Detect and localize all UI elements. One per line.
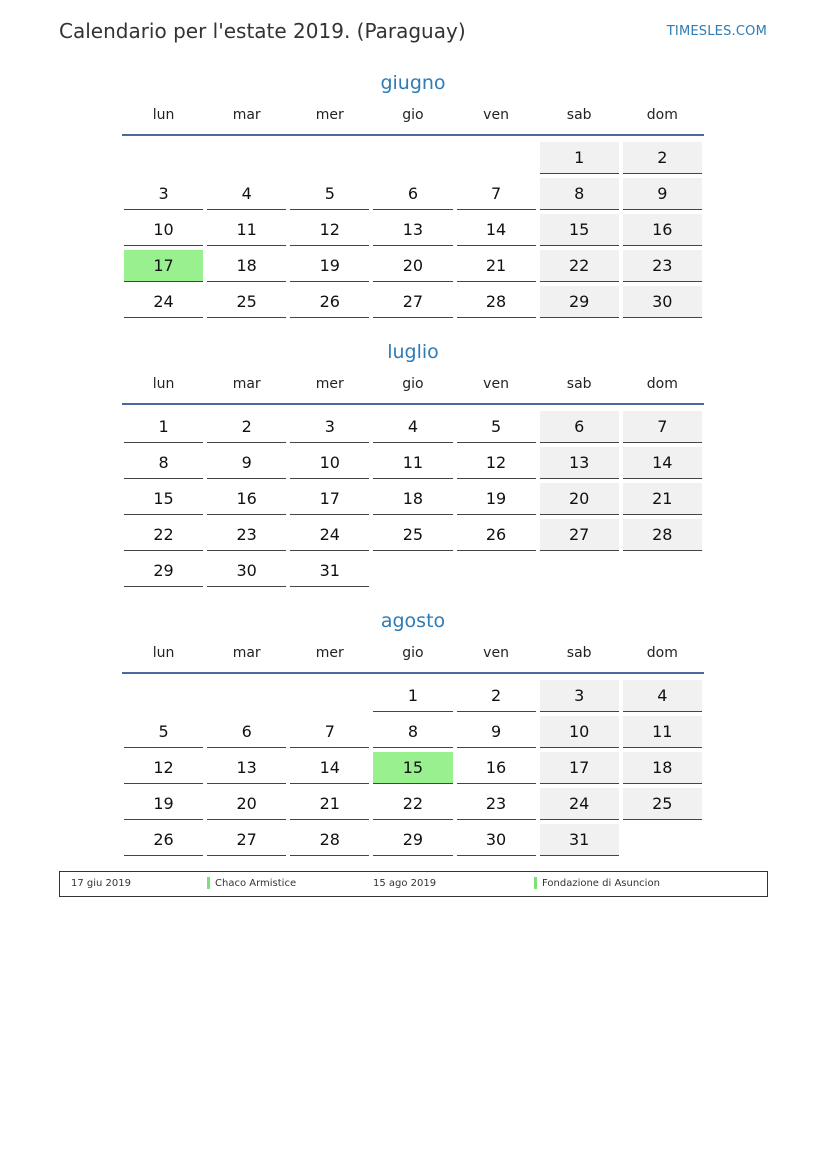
weekday-label: mer	[315, 107, 344, 123]
day-cell: 20	[371, 248, 454, 284]
day-cell: 18	[371, 481, 454, 517]
day-cell: 22	[371, 786, 454, 822]
day-cell: 5	[122, 714, 205, 750]
day-cell: 2	[455, 678, 538, 714]
holiday-legend	[59, 871, 768, 897]
day-grid	[122, 678, 704, 858]
day-cell: 16	[455, 750, 538, 786]
weekday-label: sab	[566, 376, 592, 392]
day-cell: 19	[288, 248, 371, 284]
day-cell: 12	[288, 212, 371, 248]
day-cell: 23	[205, 517, 288, 553]
day-cell: 8	[538, 176, 621, 212]
legend-holiday-name: Chaco Armistice	[215, 878, 297, 889]
empty-cell	[288, 140, 371, 176]
day-cell: 25	[371, 517, 454, 553]
day-cell: 15	[538, 212, 621, 248]
day-cell: 3	[538, 678, 621, 714]
weekday-label: lun	[152, 376, 175, 392]
weekday-label: gio	[402, 107, 424, 123]
day-cell: 24	[288, 517, 371, 553]
day-cell: 11	[621, 714, 704, 750]
day-cell: 10	[288, 445, 371, 481]
day-cell: 1	[371, 678, 454, 714]
day-cell: 3	[288, 409, 371, 445]
weekday-label: ven	[483, 645, 509, 661]
day-cell: 17	[288, 481, 371, 517]
day-cell: 28	[288, 822, 371, 858]
month-calendar	[122, 339, 704, 589]
weekday-label: dom	[646, 645, 678, 661]
day-cell: 28	[455, 284, 538, 320]
empty-cell	[122, 140, 205, 176]
weekday-label: ven	[483, 107, 509, 123]
empty-cell	[205, 140, 288, 176]
weekday-header	[122, 375, 704, 405]
day-cell: 15	[122, 481, 205, 517]
day-cell: 25	[205, 284, 288, 320]
day-cell: 26	[288, 284, 371, 320]
day-cell: 29	[371, 822, 454, 858]
day-cell: 7	[288, 714, 371, 750]
day-cell: 25	[621, 786, 704, 822]
day-cell: 9	[455, 714, 538, 750]
weekday-label: dom	[646, 376, 678, 392]
day-cell: 30	[621, 284, 704, 320]
day-cell: 15	[371, 750, 454, 786]
day-cell: 14	[455, 212, 538, 248]
day-cell: 13	[538, 445, 621, 481]
day-cell: 20	[205, 786, 288, 822]
empty-cell	[122, 678, 205, 714]
day-cell: 3	[122, 176, 205, 212]
day-cell: 31	[538, 822, 621, 858]
day-cell: 22	[122, 517, 205, 553]
day-cell: 10	[538, 714, 621, 750]
day-cell: 27	[205, 822, 288, 858]
day-cell: 16	[205, 481, 288, 517]
weekday-label: mar	[232, 107, 261, 123]
day-cell: 21	[288, 786, 371, 822]
day-cell: 7	[455, 176, 538, 212]
day-cell: 30	[455, 822, 538, 858]
day-cell: 12	[122, 750, 205, 786]
weekday-label: gio	[402, 645, 424, 661]
day-cell: 11	[371, 445, 454, 481]
day-cell: 9	[621, 176, 704, 212]
day-cell: 19	[122, 786, 205, 822]
day-cell: 14	[621, 445, 704, 481]
day-cell: 22	[538, 248, 621, 284]
day-cell: 9	[205, 445, 288, 481]
legend-date: 17 giu 2019	[71, 878, 131, 889]
day-cell: 13	[371, 212, 454, 248]
day-cell: 18	[621, 750, 704, 786]
empty-cell	[205, 678, 288, 714]
month-calendar	[122, 608, 704, 858]
weekday-label: sab	[566, 107, 592, 123]
day-cell: 19	[455, 481, 538, 517]
day-cell: 4	[205, 176, 288, 212]
day-cell: 17	[122, 248, 205, 284]
weekday-label: lun	[152, 645, 175, 661]
day-cell: 7	[621, 409, 704, 445]
day-cell: 1	[538, 140, 621, 176]
day-cell: 6	[205, 714, 288, 750]
empty-cell	[455, 140, 538, 176]
day-cell: 8	[371, 714, 454, 750]
day-cell: 17	[538, 750, 621, 786]
weekday-label: gio	[402, 376, 424, 392]
weekday-label: lun	[152, 107, 175, 123]
site-link[interactable]: TIMESLES.COM	[666, 24, 767, 39]
day-cell: 10	[122, 212, 205, 248]
empty-cell	[288, 678, 371, 714]
page-title: Calendario per l'estate 2019. (Paraguay)	[59, 19, 466, 43]
day-cell: 24	[122, 284, 205, 320]
day-cell: 16	[621, 212, 704, 248]
day-cell: 6	[538, 409, 621, 445]
day-cell: 12	[455, 445, 538, 481]
day-cell: 11	[205, 212, 288, 248]
day-cell: 8	[122, 445, 205, 481]
month-title: giugno	[380, 72, 446, 94]
day-cell: 23	[455, 786, 538, 822]
weekday-header	[122, 106, 704, 136]
day-cell: 20	[538, 481, 621, 517]
day-cell: 28	[621, 517, 704, 553]
legend-date: 15 ago 2019	[373, 878, 437, 889]
day-cell: 21	[455, 248, 538, 284]
weekday-label: sab	[566, 645, 592, 661]
day-cell: 24	[538, 786, 621, 822]
weekday-label: mer	[315, 376, 344, 392]
day-cell: 2	[621, 140, 704, 176]
day-cell: 21	[621, 481, 704, 517]
month-title: agosto	[380, 610, 446, 632]
day-cell: 29	[538, 284, 621, 320]
weekday-label: mer	[315, 645, 344, 661]
weekday-label: ven	[483, 376, 509, 392]
day-cell: 26	[455, 517, 538, 553]
day-cell: 26	[122, 822, 205, 858]
empty-cell	[371, 140, 454, 176]
day-cell: 13	[205, 750, 288, 786]
day-cell: 14	[288, 750, 371, 786]
day-cell: 5	[455, 409, 538, 445]
weekday-label: dom	[646, 107, 678, 123]
day-cell: 2	[205, 409, 288, 445]
month-title: luglio	[387, 341, 439, 363]
day-cell: 30	[205, 553, 288, 589]
day-cell: 5	[288, 176, 371, 212]
day-cell: 27	[538, 517, 621, 553]
legend-holiday-name: Fondazione di Asuncion	[542, 878, 660, 889]
day-grid	[122, 409, 704, 589]
weekday-label: mar	[232, 376, 261, 392]
day-cell: 23	[621, 248, 704, 284]
day-cell: 4	[621, 678, 704, 714]
day-cell: 27	[371, 284, 454, 320]
month-calendar	[122, 70, 704, 320]
day-cell: 18	[205, 248, 288, 284]
day-cell: 31	[288, 553, 371, 589]
day-cell: 29	[122, 553, 205, 589]
weekday-label: mar	[232, 645, 261, 661]
day-grid	[122, 140, 704, 320]
weekday-header	[122, 644, 704, 674]
day-cell: 4	[371, 409, 454, 445]
day-cell: 1	[122, 409, 205, 445]
day-cell: 6	[371, 176, 454, 212]
